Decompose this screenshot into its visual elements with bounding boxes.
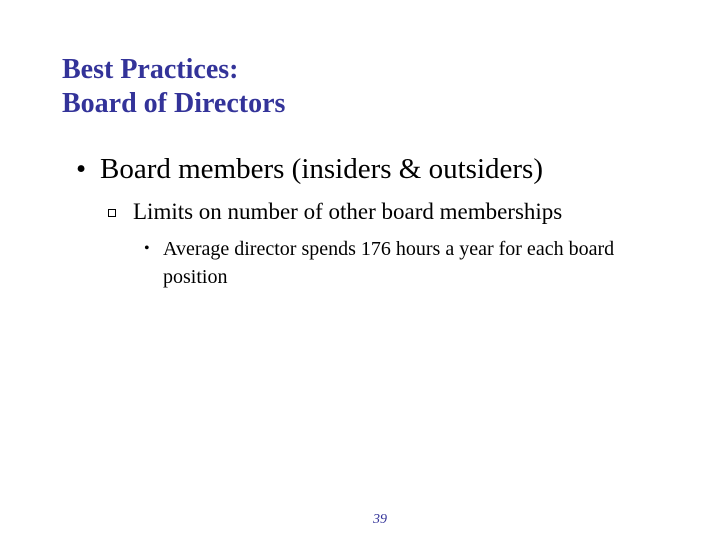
bullet-icon: •	[144, 240, 150, 257]
bullet-text-limits: Limits on number of other board memberships	[133, 199, 563, 224]
slide-title	[62, 53, 285, 121]
bullet-text-average-director: Average director spends 176 hours a year for each board position	[163, 238, 615, 288]
hollow-square-bullet-icon	[108, 209, 116, 217]
slide-title-line-2: Board of Directors	[62, 88, 286, 119]
page-number: 39	[373, 512, 387, 527]
bullet-icon: •	[76, 153, 87, 185]
bullet-text-board-members: Board members (insiders & outsiders)	[100, 153, 543, 185]
slide-title-line-1: Best Practices:	[62, 54, 239, 85]
